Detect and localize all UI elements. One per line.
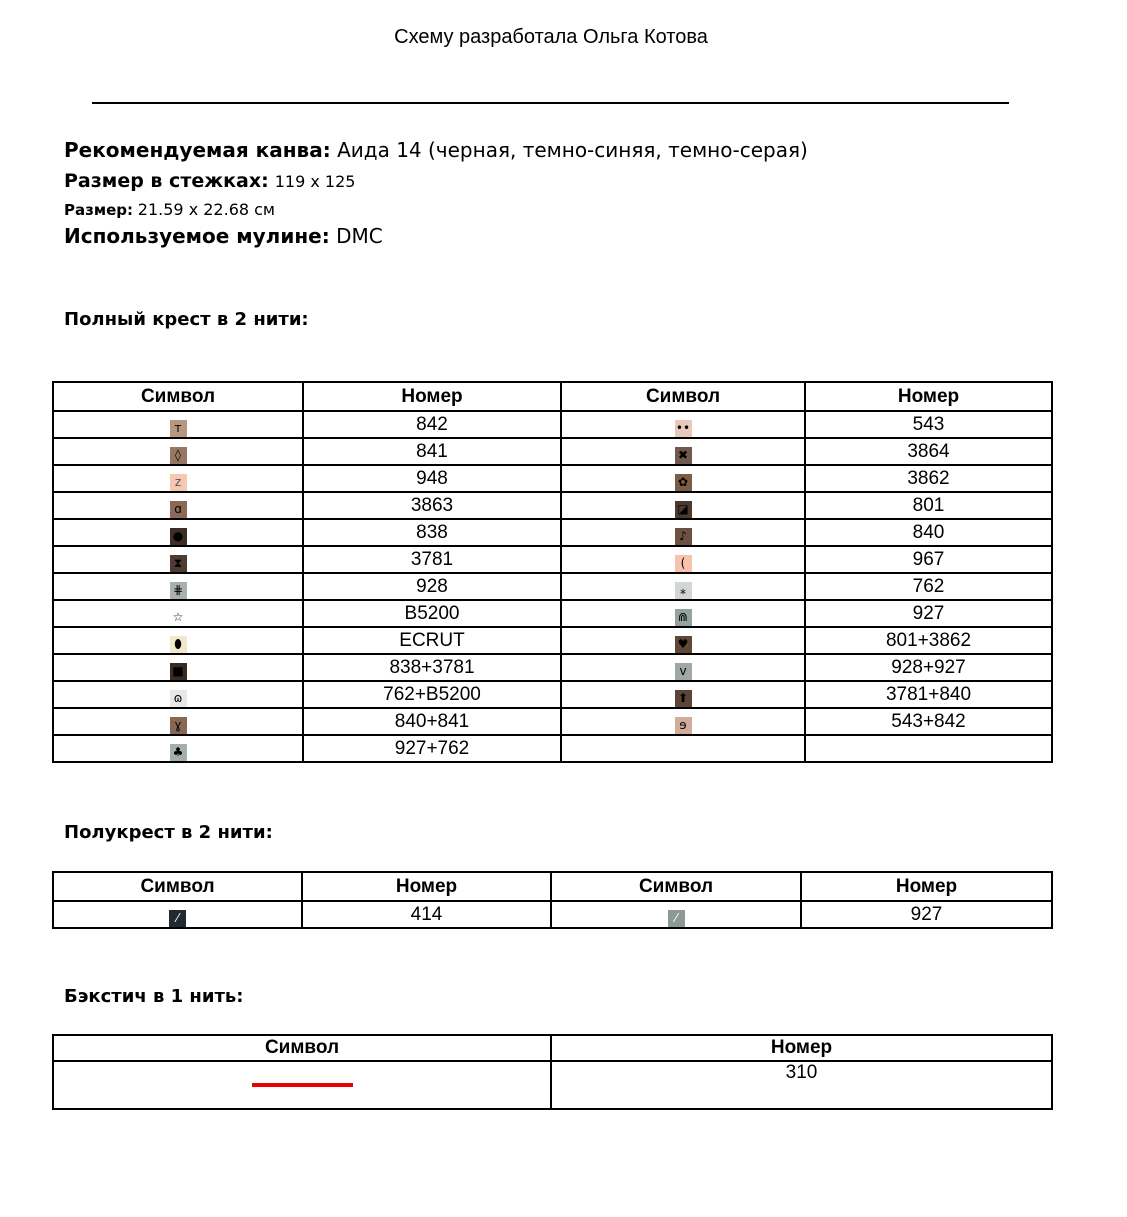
header-number: Номер — [551, 1035, 1052, 1061]
number-cell: B5200 — [303, 600, 561, 627]
number-cell: 801+3862 — [805, 627, 1052, 654]
full-cross-title: Полный крест в 2 нити: — [64, 309, 309, 330]
symbol-cell — [561, 519, 805, 546]
table-row — [53, 411, 1052, 438]
half-cross-header-row — [53, 872, 1052, 901]
symbol-cell — [561, 681, 805, 708]
symbol-swatch-icon: ɑ — [170, 501, 187, 518]
number-cell: 762 — [805, 573, 1052, 600]
header-number: Номер — [302, 872, 551, 901]
half-stitch-dark-icon: ⁄ — [169, 910, 186, 927]
symbol-cell — [561, 654, 805, 681]
floss-line — [64, 224, 383, 248]
symbol-cell — [561, 708, 805, 735]
header-symbol: Символ — [53, 1035, 551, 1061]
symbol-cell — [53, 1061, 551, 1109]
canvas-line — [64, 138, 808, 162]
symbol-swatch-icon: ✿ — [675, 474, 692, 491]
stitches-value: 119 x 125 — [274, 172, 356, 191]
number-cell: 543+842 — [805, 708, 1052, 735]
symbol-cell — [53, 438, 303, 465]
canvas-label: Рекомендуемая канва: — [64, 138, 331, 162]
table-row — [53, 627, 1052, 654]
symbol-cell — [561, 465, 805, 492]
number-cell: 841 — [303, 438, 561, 465]
symbol-cell — [561, 627, 805, 654]
symbol-swatch-icon: ◊ — [170, 447, 187, 464]
header-number: Номер — [303, 382, 561, 411]
full-cross-table — [52, 381, 1053, 763]
size-line — [64, 200, 275, 219]
symbol-swatch-icon: ☆ — [170, 609, 187, 626]
header-symbol: Символ — [551, 872, 801, 901]
header-symbol: Символ — [53, 872, 302, 901]
symbol-cell — [53, 901, 302, 928]
symbol-swatch-icon: ⬮ — [170, 636, 187, 653]
divider — [92, 102, 1009, 104]
half-cross-title: Полукрест в 2 нити: — [64, 822, 273, 843]
symbol-swatch-icon: ⋒ — [675, 609, 692, 626]
floss-label: Используемое мулине: — [64, 224, 330, 248]
backstitch-title: Бэкстич в 1 нить: — [64, 986, 244, 1007]
number-cell: 3864 — [805, 438, 1052, 465]
symbol-swatch-icon: ⧗ — [170, 555, 187, 572]
number-cell: 840+841 — [303, 708, 561, 735]
symbol-cell — [53, 465, 303, 492]
half-stitch-grey-icon: ⁄ — [668, 910, 685, 927]
number-cell: 928 — [303, 573, 561, 600]
symbol-cell — [561, 546, 805, 573]
table-row — [53, 1061, 1052, 1109]
number-cell: 927+762 — [303, 735, 561, 762]
header-symbol: Символ — [561, 382, 805, 411]
table-row — [53, 600, 1052, 627]
symbol-swatch-icon: ◪ — [675, 501, 692, 518]
symbol-swatch-icon: ɷ — [170, 690, 187, 707]
table-row — [53, 546, 1052, 573]
symbol-swatch-icon: ɣ — [170, 717, 187, 734]
symbol-swatch-icon: v — [675, 663, 692, 680]
symbol-swatch-icon: ● — [170, 528, 187, 545]
table-row — [53, 654, 1052, 681]
symbol-swatch-icon: ♪ — [675, 528, 692, 545]
canvas-value: Аида 14 (черная, темно-синяя, темно-серая) — [337, 138, 808, 162]
table-row — [53, 492, 1052, 519]
table-row — [53, 519, 1052, 546]
number-cell — [805, 735, 1052, 762]
symbol-swatch-icon: ⬆ — [675, 690, 692, 707]
number-cell: 310 — [551, 1061, 1052, 1109]
number-cell: 838 — [303, 519, 561, 546]
symbol-cell — [561, 492, 805, 519]
symbol-swatch-icon: ♥ — [675, 636, 692, 653]
symbol-swatch-icon: т — [170, 420, 187, 437]
symbol-swatch-icon: ✖ — [675, 447, 692, 464]
symbol-swatch-icon: ⋕ — [170, 582, 187, 599]
backstitch-header-row — [53, 1035, 1052, 1061]
number-cell: 3781+840 — [805, 681, 1052, 708]
table-row — [53, 465, 1052, 492]
symbol-swatch-icon: z — [170, 474, 187, 491]
symbol-cell — [53, 411, 303, 438]
size-value: 21.59 x 22.68 см — [137, 200, 275, 219]
symbol-cell — [53, 708, 303, 735]
symbol-swatch-icon: ⁎ — [675, 582, 692, 599]
number-cell: 3781 — [303, 546, 561, 573]
table-row — [53, 735, 1052, 762]
symbol-cell — [561, 438, 805, 465]
size-label: Размер: — [64, 201, 134, 219]
symbol-cell — [561, 573, 805, 600]
number-cell: 928+927 — [805, 654, 1052, 681]
number-cell: 801 — [805, 492, 1052, 519]
table-row — [53, 438, 1052, 465]
symbol-swatch-icon: •• — [675, 420, 691, 435]
symbol-cell — [53, 735, 303, 762]
number-cell: 3862 — [805, 465, 1052, 492]
backstitch-table — [52, 1034, 1053, 1110]
symbol-cell — [561, 735, 805, 762]
table-row — [53, 708, 1052, 735]
symbol-swatch-icon: ɘ — [675, 717, 692, 734]
table-row — [53, 573, 1052, 600]
number-cell: ECRUT — [303, 627, 561, 654]
symbol-cell — [561, 411, 805, 438]
stitches-label: Размер в стежках: — [64, 170, 269, 192]
number-cell: 543 — [805, 411, 1052, 438]
symbol-cell — [53, 546, 303, 573]
header-number: Номер — [805, 382, 1052, 411]
header-number: Номер — [801, 872, 1052, 901]
symbol-cell — [53, 681, 303, 708]
full-cross-header-row — [53, 382, 1052, 411]
number-cell: 842 — [303, 411, 561, 438]
symbol-cell — [53, 600, 303, 627]
symbol-swatch-icon: ( — [675, 555, 692, 572]
table-row — [53, 901, 1052, 928]
number-cell: 967 — [805, 546, 1052, 573]
table-row — [53, 681, 1052, 708]
symbol-cell — [561, 600, 805, 627]
symbol-swatch-icon: ■ — [170, 663, 187, 680]
backstitch-line-icon — [252, 1083, 353, 1087]
number-cell: 414 — [302, 901, 551, 928]
stitches-line — [64, 170, 355, 192]
number-cell: 3863 — [303, 492, 561, 519]
symbol-cell — [551, 901, 801, 928]
number-cell: 927 — [801, 901, 1052, 928]
number-cell: 948 — [303, 465, 561, 492]
symbol-cell — [53, 627, 303, 654]
symbol-cell — [53, 492, 303, 519]
floss-value: DMC — [336, 224, 383, 248]
symbol-cell — [53, 519, 303, 546]
number-cell: 927 — [805, 600, 1052, 627]
half-cross-table — [52, 871, 1053, 929]
author-line: Схему разработала Ольга Котова — [394, 26, 708, 48]
number-cell: 840 — [805, 519, 1052, 546]
number-cell: 838+3781 — [303, 654, 561, 681]
number-cell: 762+B5200 — [303, 681, 561, 708]
symbol-swatch-icon: ♣ — [170, 744, 187, 761]
symbol-cell — [53, 654, 303, 681]
header-symbol: Символ — [53, 382, 303, 411]
symbol-cell — [53, 573, 303, 600]
